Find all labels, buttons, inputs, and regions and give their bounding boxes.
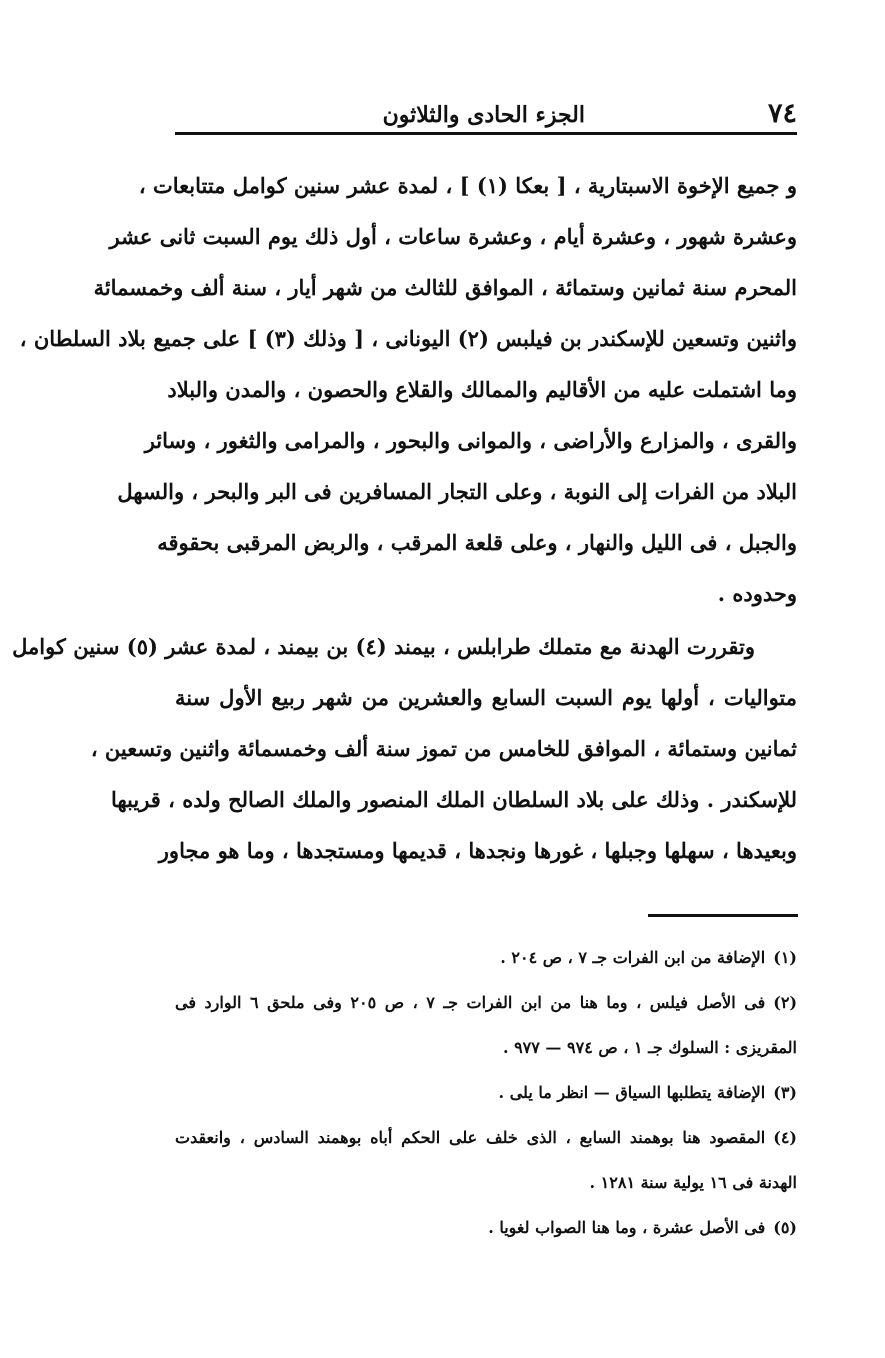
footnote-2 [175,980,797,1025]
footnotes [175,935,797,1250]
paragraph-1 [19,160,797,619]
text-line: والجبل ، فى الليل والنهار ، وعلى قلعة المرقب ، والربض المرقبى بحقوقه [157,530,797,555]
header-rule [175,132,797,135]
text-line: للإسكندر . وذلك على بلاد السلطان الملك المنصور والملك الصالح ولده ، قريبها [110,787,797,812]
footnote-text: الإضافة من ابن الفرات جـ ٧ ، ص ٢٠٤ . [500,948,766,967]
footnote-text: الإضافة يتطلبها السياق — انظر ما يلى . [498,1083,766,1102]
footnote-number: (٤) [773,1128,797,1147]
footnote-number: (١) [773,948,797,967]
footnote-text: فى الأصل عشرة ، وما هنا الصواب لغويا . [488,1218,766,1237]
footnote-number: (٢) [773,993,798,1012]
text-line: البلاد من الفرات إلى النوبة ، وعلى التجار المسافرين فى البر والبحر ، والسهل [117,479,797,504]
page-number: ٧٤ [767,98,797,129]
text-line: والقرى ، والمزارع والأراضى ، والموانى والبحور ، والمرامى والثغور ، وسائر [144,428,797,453]
footnote-number: (٣) [773,1083,797,1102]
footnote-separator [648,914,798,917]
text-line: وعشرة شهور ، وعشرة أيام ، وعشرة ساعات ، أول ذلك يوم السبت ثانى عشر [109,224,797,249]
main-text [12,160,797,876]
footnote-4-continued: الهدنة فى ١٦ يولية سنة ١٢٨١ . [589,1173,797,1192]
running-title: الجزء الحادى والثلاثون [382,102,585,128]
footnote-5 [175,1205,797,1250]
paragraph-2 [12,621,797,876]
text-line: وما اشتملت عليه من الأقاليم والممالك والقلاع والحصون ، والمدن والبلاد [167,377,797,402]
text-line: متواليات ، أولها يوم السبت السابع والعشرين من شهر ربيع الأول سنة [175,685,797,710]
text-line: المحرم سنة ثمانين وستمائة ، الموافق للثالث من شهر أيار ، سنة ألف وخمسمائة [93,275,797,300]
footnote-4 [175,1115,797,1160]
footnote-text: فى الأصل فيلس ، وما هنا من ابن الفرات جـ ٧ ، ص ٢٠٥ وفى ملحق ٦ الوارد فى [175,993,766,1012]
text-line: وحدوده . [717,581,797,606]
text-line: ثمانين وستمائة ، الموافق للخامس من تموز سنة ألف وخمسمائة واثنين وتسعين ، [90,736,797,761]
text-line: وتقررت الهدنة مع متملك طرابلس ، بيمند (٤) بن بيمند ، لمدة عشر (٥) سنين كوامل [12,634,755,659]
footnote-number: (٥) [773,1218,797,1237]
footnote-1 [175,935,797,980]
text-line: و جميع الإخوة الاسبتارية ، [ بعكا (١) ] ، لمدة عشر سنين كوامل متتابعات ، [138,173,797,198]
footnote-3 [175,1070,797,1115]
page-header [175,96,797,132]
text-line: وبعيدها ، سهلها وجبلها ، غورها ونجدها ، قديمها ومستجدها ، وما هو مجاور [158,838,797,863]
footnote-2-continued: المقريزى : السلوك جـ ١ ، ص ٩٧٤ — ٩٧٧ . [502,1038,797,1057]
footnote-text: المقصود هنا بوهمند السابع ، الذى خلف على الحكم أباه بوهمند السادس ، وانعقدت [175,1128,766,1147]
text-line: واثنين وتسعين للإسكندر بن فيلبس (٢) اليونانى ، [ وذلك (٣) ] على جميع بلاد السلطان ، [19,326,797,351]
